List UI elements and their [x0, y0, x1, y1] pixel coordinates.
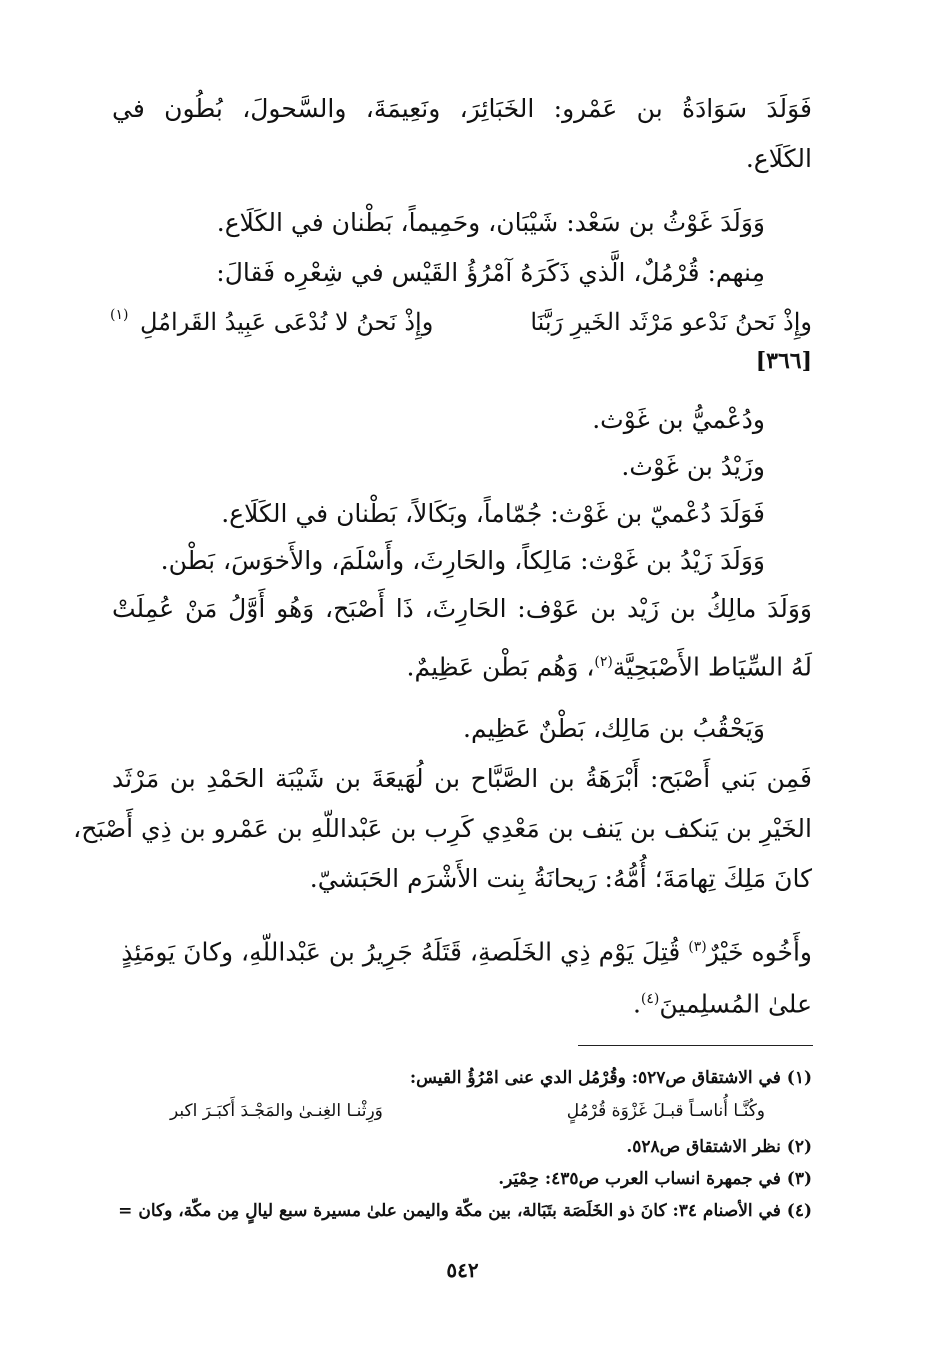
verse-hemistich-first: وإِذْ نَحنُ نَدْعو مَرْثَد الخَيرِ رَبَّنَا: [530, 308, 812, 336]
text-segment: قُتِلَ يَوْم ذِي الخَلَصةِ، قَتَلَهُ جَرِيرُ بن عَبْداللّهِ، وكانَ يَومَئِذٍ: [121, 937, 689, 967]
text-line: وَوَلَدَ زَيْدُ بن غَوْث: مَالِكاً، والحَارِثَ، وأَسْلَمَ، والأَخوَسَ، بَطْن.: [160, 546, 765, 575]
text-line: فَوَلَدَ دُعْميّ بن غَوْث: جُمّاماً، وبَكَالاً، بَطْنان في الكَلَاع.: [221, 499, 765, 528]
text-line: وَوَلَدَ غَوْثُ بن سَعْد: شَيْبَان، وحَمِيماً، بَطْنان في الكَلَاع.: [216, 208, 765, 237]
verse-hemistich-second: وإِذْ نَحنُ لا نُدْعَى عَبِيدُ القَرامُلِ: [140, 308, 434, 336]
footnote-2: (٢) نظر الاشتقاق ص٥٢٨.: [626, 1137, 812, 1157]
footnote-divider: [578, 1045, 813, 1046]
text-segment: علىٰ المُسلِمينَ: [659, 989, 812, 1019]
text-line: وَوَلَدَ مالِكُ بن زَيْد بن عَوْف: الحَارِثَ، ذَا أَصْبَح، وَهُو أَوَّلُ مَنْ عُمِلَتْ: [112, 594, 812, 623]
text-line: فَوَلَدَ سَوَادَةُ بن عَمْرو: الخَبَائِرَ، ونَعِيمَةَ، والسَّحولَ، بُطُون في: [112, 94, 812, 123]
text-line: [112, 982, 812, 1021]
text-line: فَمِن بَني أَصْبَح: أَبْرَهَةُ بن الصَّبَّاح بن لُهَيعَةَ بن شَيْبَة الحَمْدِ بن مَرْثَد: [112, 764, 812, 793]
page-number: ٥٤٢: [446, 1258, 479, 1282]
footnote-verse-second: وَرِثْنـا الغِنـىٰ والمَجْـدَ أَكبَـرَ اكبر: [170, 1101, 383, 1121]
footnote-verse-first: وكُنَّـا أُناسـاً قبـلَ غَزْوَة قُرْمُلٍ: [566, 1101, 765, 1121]
footnote-ref: (٣): [688, 939, 707, 955]
text-segment: وأَخُوه خَيْرٌ: [706, 937, 812, 967]
text-line: الخَيْرِ بن يَنكف بن يَنف بن مَعْدِي كَرِب بن عَبْداللّهِ بن عَمْرو بن ذِي أَصْبَح،: [73, 814, 812, 843]
text-line: وَيَحْقُبُ بن مَالِك، بَطْنٌ عَظِيم.: [463, 714, 765, 743]
footnote-1: (١) في الاشتقاق ص٥٢٧: وقُرْمُل الدي عنى امْرُؤُ القيس:: [409, 1068, 812, 1088]
footnote-ref: (٤): [640, 991, 660, 1007]
footnote-ref: (٢): [594, 654, 613, 670]
text-line: [112, 645, 812, 684]
text-line: ودُعْميُّ بن غَوْث.: [592, 405, 765, 434]
footnote-3: (٣) في جمهرة انساب العرب ص٤٣٥: حِمْيَر.: [498, 1169, 812, 1189]
text-line: كانَ مَلِكَ تِهامَةَ؛ أُمُّهُ: رَيحانَةُ بِنت الأَشْرَم الحَبَشيّ.: [309, 864, 812, 893]
text-segment: .: [632, 989, 641, 1019]
text-line: مِنهم: قُرْمُلٌ، الَّذي ذَكَرَهُ آمْرُؤُ القَيْس في شِعْرِه فَقالَ:: [216, 258, 765, 287]
page-marker: [٣٦٦]: [755, 348, 812, 374]
text-line: [112, 930, 812, 969]
footnote-4: (٤) في الأصنام ٣٤: كانَ ذو الخَلَصَة بتَبَالة، بين مكّة واليمن علىٰ مسيرة سبع ليالٍ مِن مكّة، وكان =: [118, 1201, 812, 1221]
footnote-ref: (١): [110, 307, 129, 323]
text-segment: ، وَهُم بَطْن عَظِيمٌ.: [406, 652, 595, 682]
text-line: الكَلَاع.: [745, 144, 812, 173]
text-segment: لَهُ السِّيَاط الأَصْبَحِيَّة: [612, 652, 812, 682]
text-line: وزَيْدُ بن غَوْث.: [621, 452, 765, 481]
